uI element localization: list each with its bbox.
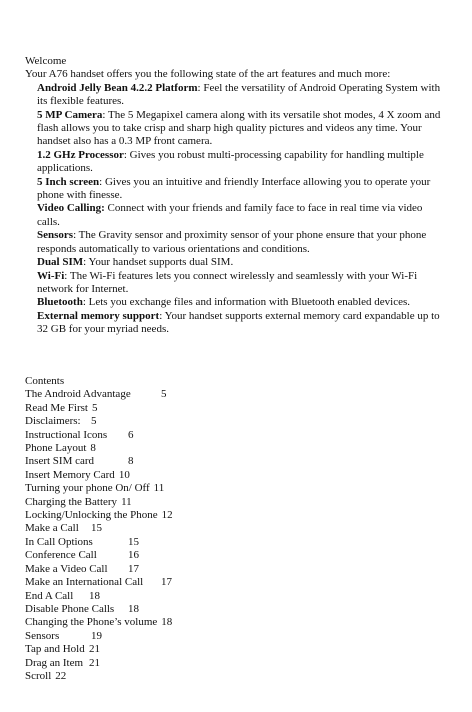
toc-page-number: 5	[91, 401, 98, 414]
toc-page-number: 15	[128, 535, 139, 548]
toc-page-number: 18	[89, 589, 100, 602]
toc-page-number: 17	[128, 562, 139, 575]
contents-heading: Contents	[25, 375, 65, 387]
toc-entry-title: Changing the Phone’s volume	[25, 616, 158, 629]
toc-row[interactable]	[25, 442, 225, 455]
feature-term: Wi-Fi	[37, 269, 65, 282]
toc-row[interactable]	[25, 657, 225, 670]
toc-entry-title: Disclaimers:	[25, 415, 81, 428]
welcome-section	[25, 55, 445, 337]
feature-desc: : Your handset supports external memory card expandable up to 32 GB for your myriad needs.	[37, 309, 440, 336]
toc-entry-title: Disable Phone Calls	[25, 602, 115, 615]
toc-entry-title: The Android Advantage	[25, 388, 131, 401]
toc-row[interactable]	[25, 616, 225, 629]
toc-row[interactable]	[25, 469, 225, 482]
feature-item	[37, 296, 445, 309]
toc-row[interactable]	[25, 496, 225, 509]
toc-row[interactable]	[25, 482, 225, 495]
toc-page-number: 12	[161, 509, 173, 522]
toc-entry-title: Drag an Item	[25, 656, 84, 669]
toc-row[interactable]	[25, 590, 225, 603]
feature-item	[37, 310, 445, 337]
feature-term: 5 MP Camera	[37, 108, 103, 121]
toc-row[interactable]	[25, 536, 225, 549]
toc-page-number: 17	[161, 576, 172, 589]
feature-desc: : Gives you an intuitive and friendly Interface allowing you to operate your phone with finesse.	[37, 175, 431, 202]
toc-page-number: 5	[161, 388, 167, 401]
toc-page-number: 21	[89, 656, 100, 669]
feature-desc: : The 5 Megapixel camera along with its versatile shot modes, 4 X zoom and flash allows you to take crisp and sharp high quality pictures and videos any time. Your handset also has a 0.3 MP front camera.	[37, 108, 441, 148]
toc-entry-title: Read Me First	[25, 401, 88, 414]
feature-term: 1.2 GHz Processor	[37, 148, 124, 161]
feature-desc: : The Gravity sensor and proximity sensor of your phone ensure that your phone responds automatically to various orientations and conditions.	[37, 229, 427, 255]
feature-item	[37, 229, 445, 256]
toc-page-number: 5	[91, 415, 97, 428]
feature-term: External memory support	[37, 309, 160, 322]
toc-row[interactable]	[25, 415, 225, 428]
feature-term: Android Jelly Bean 4.2.2 Platform	[37, 81, 198, 94]
welcome-heading: Welcome	[25, 55, 67, 67]
toc-page-number: 11	[153, 482, 165, 495]
toc-entry-title: Make an International Call	[25, 576, 144, 589]
feature-item	[37, 176, 445, 203]
toc-entry-title: Make a Call	[25, 522, 79, 535]
toc-row[interactable]	[25, 429, 225, 442]
toc-row[interactable]	[25, 643, 225, 656]
toc-page-number: 18	[161, 616, 173, 629]
toc-entry-title: Charging the Battery	[25, 495, 118, 508]
toc-row[interactable]	[25, 563, 225, 576]
toc-entry-title: Sensors	[25, 629, 60, 642]
toc-entry-title: Make a Video Call	[25, 562, 108, 575]
feature-item	[37, 109, 445, 149]
toc-page-number: 18	[128, 602, 139, 615]
table-of-contents	[25, 375, 225, 683]
feature-term: Video Calling:	[37, 202, 105, 215]
toc-page-number: 15	[91, 522, 102, 535]
toc-row[interactable]	[25, 670, 225, 683]
toc-entry-title: Insert Memory Card	[25, 468, 115, 481]
toc-page-number: 21	[89, 643, 100, 656]
welcome-intro: Your A76 handset offers you the following state of the art features and much more:	[25, 68, 391, 81]
toc-entry-title: Insert SIM card	[25, 455, 95, 468]
feature-desc: Connect with your friends and family face to face in real time via video calls.	[37, 202, 423, 228]
toc-page-number: 6	[128, 428, 134, 441]
feature-term: Dual SIM	[37, 256, 84, 269]
toc-row[interactable]	[25, 509, 225, 522]
toc-row[interactable]	[25, 576, 225, 589]
toc-entry-title: Phone Layout	[25, 442, 87, 455]
feature-term: 5 Inch screen	[37, 175, 100, 188]
feature-item	[37, 202, 445, 229]
toc-page-number: 16	[128, 549, 139, 562]
feature-desc: : Lets you exchange files and information with Bluetooth enabled devices.	[82, 296, 411, 309]
toc-page-number: 10	[118, 468, 130, 481]
feature-item	[37, 270, 445, 297]
toc-entry-title: Conference Call	[25, 549, 97, 562]
toc-page-number: 8	[128, 455, 134, 468]
toc-entry-title: Locking/Unlocking the Phone	[25, 509, 158, 522]
toc-row[interactable]	[25, 455, 225, 468]
feature-item	[37, 82, 445, 109]
toc-row[interactable]	[25, 402, 225, 415]
toc-entry-title: Scroll	[25, 669, 52, 682]
toc-page-number: 11	[121, 495, 132, 508]
feature-desc: : The Wi-Fi features lets you connect wirelessly and seamlessly with your Wi-Fi network for Internet.	[37, 269, 418, 295]
toc-entry-title: Tap and Hold	[25, 643, 85, 656]
feature-list	[25, 82, 445, 337]
toc-page-number: 8	[90, 442, 96, 455]
feature-desc: : Gives you robust multi-processing capability for handling multiple applications.	[37, 148, 424, 175]
toc-entry-title: In Call Options	[25, 535, 93, 548]
feature-term: Bluetooth	[37, 296, 83, 309]
toc-row[interactable]	[25, 549, 225, 562]
toc-entry-title: Instructional Icons	[25, 428, 108, 441]
feature-item	[37, 256, 445, 269]
feature-desc: : Feel the versatility of Android Operating System with its flexible features.	[37, 81, 441, 108]
toc-page-number: 19	[91, 629, 102, 642]
toc-row[interactable]	[25, 603, 225, 616]
toc-row[interactable]	[25, 388, 225, 401]
feature-desc: : Your handset supports dual SIM.	[83, 256, 234, 269]
toc-row[interactable]	[25, 522, 225, 535]
toc-entry-title: End A Call	[25, 589, 74, 602]
toc-entry-title: Turning your phone On/ Off	[25, 482, 150, 495]
toc-row[interactable]	[25, 630, 225, 643]
toc-page-number: 22	[55, 669, 67, 682]
feature-term: Sensors	[37, 229, 74, 242]
feature-item	[37, 149, 445, 176]
